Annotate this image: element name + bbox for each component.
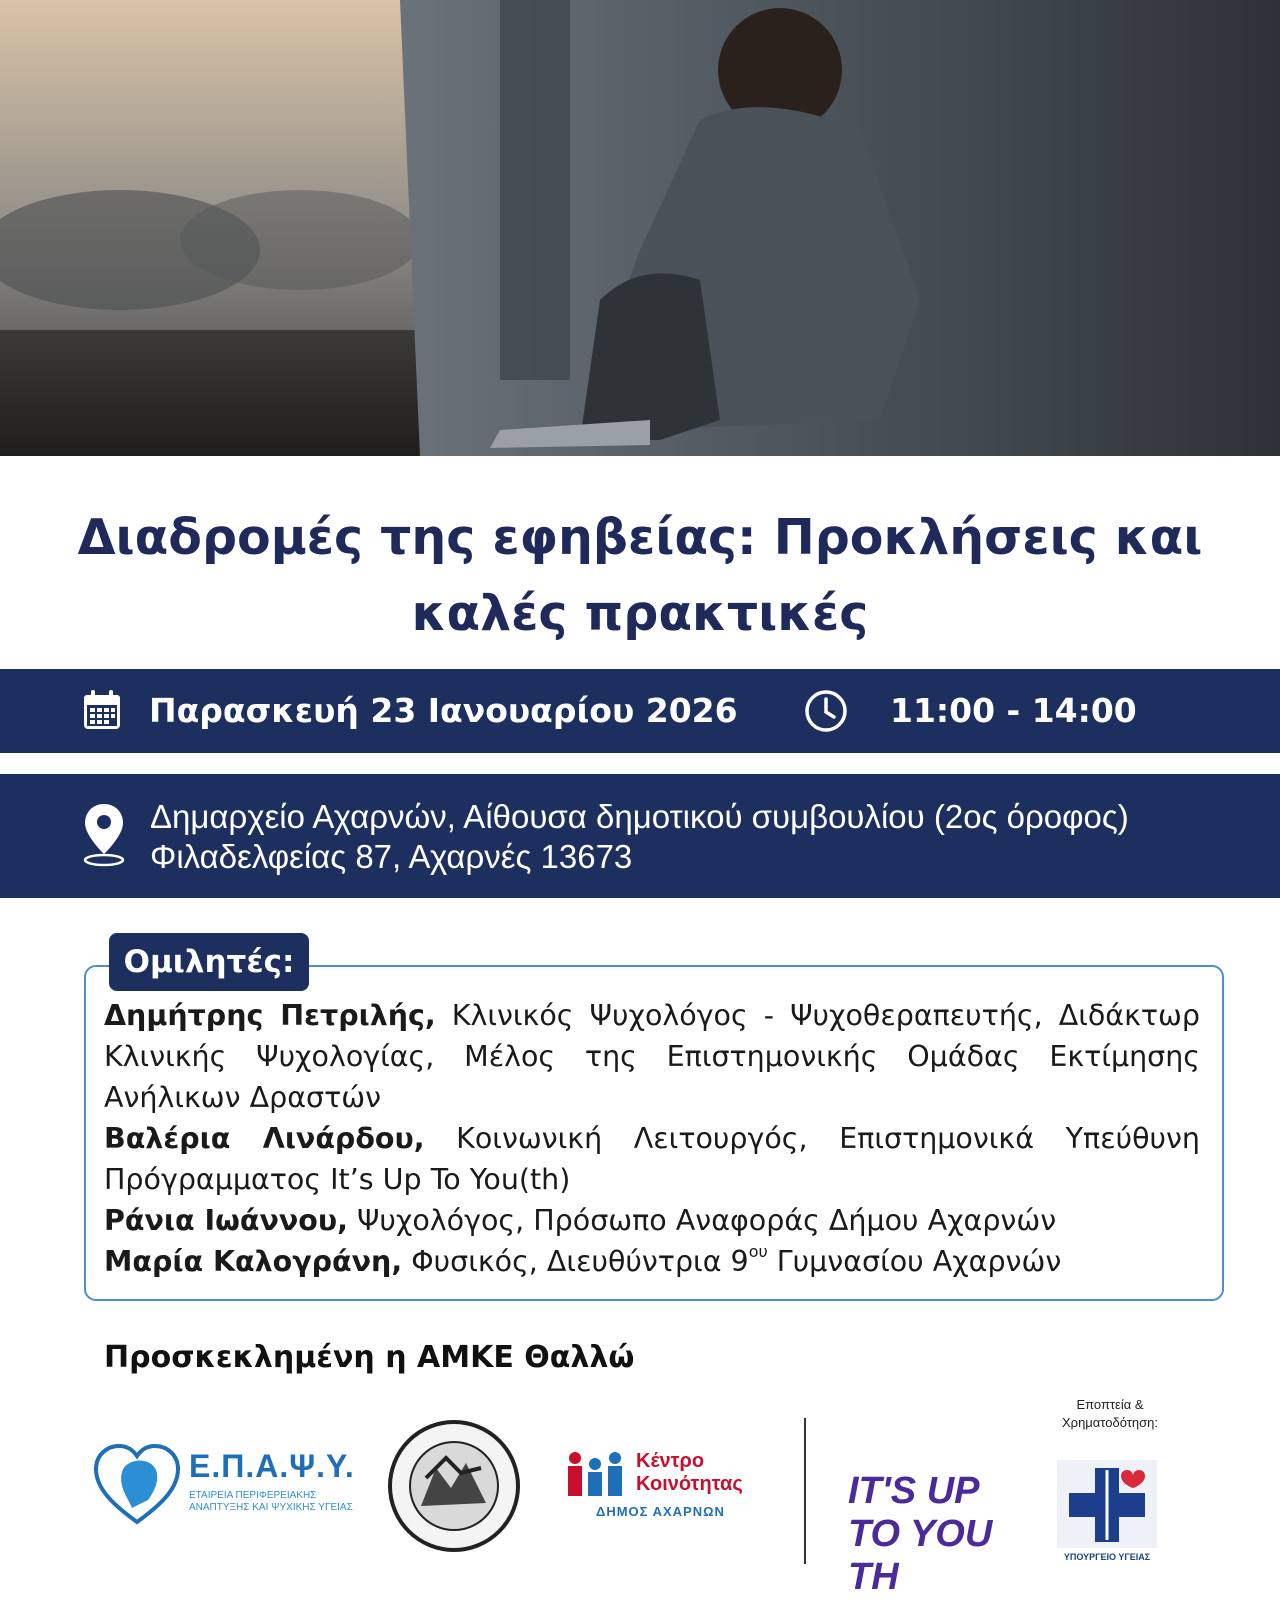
uptoyouth-wordmark: IT'S UP TO YOU TH — [848, 1470, 993, 1598]
community-center-subtitle: ΔΗΜΟΣ ΑΧΑΡΝΩΝ — [596, 1504, 725, 1519]
venue-name: Δημαρχείο Αχαρνών, Αίθουσα δημοτικού συμβουλίου (2ος όροφος) — [150, 798, 1129, 835]
speaker-item — [104, 1200, 1200, 1241]
event-title-line2: καλές πρακτικές — [411, 585, 869, 642]
speaker-item — [104, 1118, 1200, 1200]
speaker-name: Μαρία Καλογράνη, — [104, 1245, 403, 1278]
seal-icon — [386, 1418, 522, 1554]
speaker-role: Κοινωνική Λειτουργός, Επιστημονικά Υπεύθυνη Πρόγραμματος It’s Up To You(th) — [104, 1122, 1200, 1196]
event-date: Παρασκευή 23 Ιανουαρίου 2026 — [149, 691, 738, 730]
calendar-icon — [82, 689, 122, 731]
people-icon — [566, 1450, 630, 1502]
speaker-role-cont: Γυμνασίου Αχαρνών — [767, 1245, 1062, 1278]
event-title — [0, 500, 1280, 652]
location-band — [0, 774, 1280, 898]
ordinal-superscript: ου — [748, 1242, 768, 1261]
epapsy-title: Ε.Π.Α.Ψ.Υ. — [189, 1448, 355, 1484]
speaker-role: Φυσικός, Διευθύντρια 9 — [402, 1245, 749, 1278]
speaker-role: Κλινικός Ψυχολόγος - Ψυχοθεραπευτής, Διδάκτωρ Κλινικής Ψυχολογίας, Μέλος της Επιστημονικής Ομάδας Εκτίμησης Ανήλικων Δραστών — [104, 999, 1200, 1114]
clock-icon — [804, 689, 848, 733]
medical-cross-icon — [1055, 1458, 1159, 1550]
speakers-label: Ομιλητές: — [109, 933, 309, 991]
speaker-item — [104, 1241, 1200, 1282]
speaker-item — [104, 995, 1200, 1118]
ministry-name: ΥΠΟΥΡΓΕΙΟ ΥΓΕΙΑΣ — [1063, 1552, 1151, 1562]
speaker-role: Ψυχολόγος, Πρόσωπο Αναφοράς Δήμου Αχαρνών — [347, 1204, 1057, 1237]
epapsy-subtitle: ΕΤΑΙΡΕΙΑ ΠΕΡΙΦΕΡΕΙΑΚΗΣ ΑΝΑΠΤΥΞΗΣ ΚΑΙ ΨΥΧΙΚΗΣ ΥΓΕΙΑΣ — [189, 1490, 353, 1513]
logo-divider — [804, 1418, 806, 1564]
sponsor-label: Εποπτεία & Χρηματοδότηση: — [1062, 1397, 1158, 1430]
uptoyouth-logo — [846, 1462, 1026, 1598]
ministry-of-health-logo — [1055, 1458, 1159, 1564]
location-pin-icon — [82, 802, 126, 868]
municipality-seal — [386, 1418, 522, 1554]
venue-address: Φιλαδελφείας 87, Αχαρνές 13673 — [150, 838, 633, 875]
community-center-logo — [566, 1450, 756, 1530]
hero-illustration — [0, 0, 1280, 456]
heart-head-icon — [92, 1442, 182, 1526]
event-time: 11:00 - 14:00 — [890, 691, 1137, 730]
community-center-title: Κέντρο Κοινότητας — [636, 1450, 743, 1495]
speaker-name: Ράνια Ιωάννου, — [104, 1204, 348, 1237]
date-time-band — [0, 669, 1280, 753]
invited-organization: Προσκεκλημένη η ΑΜΚΕ Θαλλώ — [104, 1340, 635, 1375]
speaker-name: Δημήτρης Πετριλής, — [104, 999, 436, 1032]
speaker-name: Βαλέρια Λινάρδου, — [104, 1122, 425, 1155]
event-title-line1: Διαδρομές της εφηβείας: Προκλήσεις και — [77, 509, 1203, 566]
hero-photo — [0, 0, 1280, 456]
epapsy-logo — [92, 1442, 362, 1526]
